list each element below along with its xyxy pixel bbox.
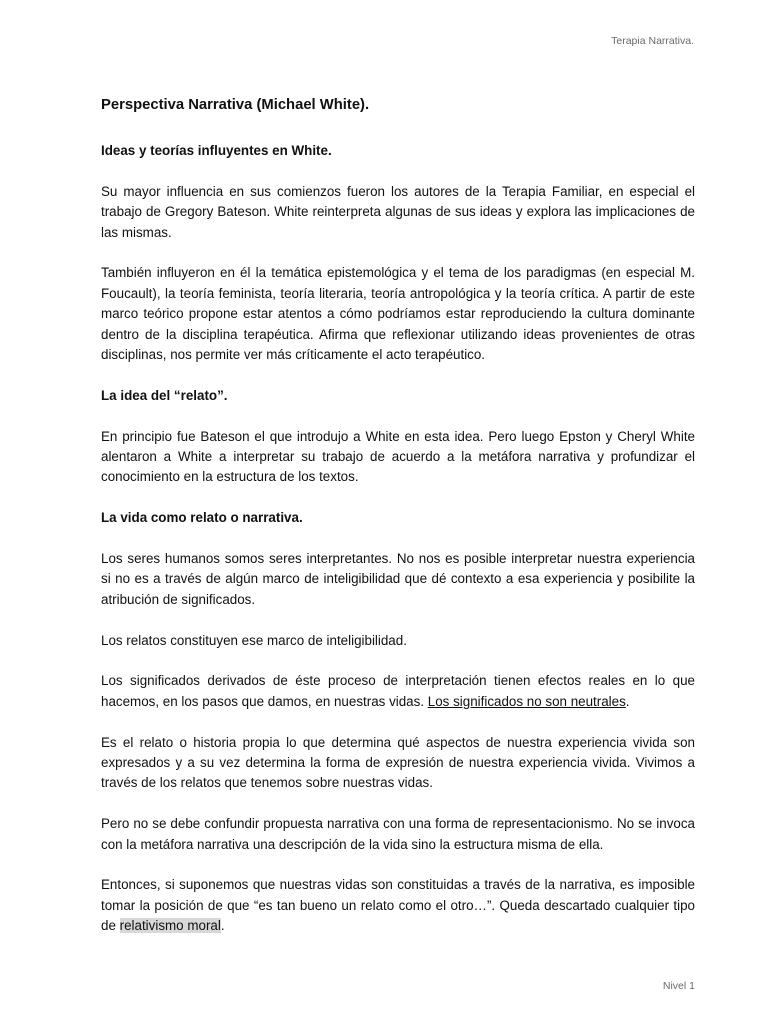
document-title: Perspectiva Narrativa (Michael White). — [101, 97, 370, 113]
paragraph-influence-bateson: Su mayor influencia en sus comienzos fueron los autores de la Terapia Familiar, en especial el trabajo de Gregory Bateson. White reinterpreta algunas de sus ideas y explora las implicaciones de las mismas. — [101, 183, 695, 240]
paragraph-historia-propia: Es el relato o historia propia lo que determina qué aspectos de nuestra experiencia vivida son expresados y a su vez determina la forma de expresión de nuestra experiencia vivida. Vivimos a través de los relatos que tenemos sobre nuestras vidas. — [101, 734, 695, 791]
document-body — [101, 95, 695, 957]
paragraph-significados — [101, 671, 695, 712]
relativismo-text: Entonces, si suponemos que nuestras vidas son constituidas a través de la narrativa, es imposible tomar la posición de que “es tan bueno un relato como el otro…”. Queda descartado cualquier tipo de — [101, 877, 695, 934]
highlighted-phrase: relativismo moral — [119, 918, 221, 934]
running-footer-level: Nivel 1 — [662, 980, 695, 992]
paragraph-interpretantes: Los seres humanos somos seres interpretantes. No nos es posible interpretar nuestra experiencia si no es a través de algún marco de inteligibilidad que dé contexto a esa experiencia y posibilite la atribución de significados. — [101, 551, 695, 607]
section-heading-relato: La idea del “relato”. — [101, 387, 228, 403]
relativismo-end: . — [220, 918, 225, 934]
paragraph-epistemology: También influyeron en él la temática epistemológica y el tema de los paradigmas (en especial M. Foucault), la teoría feminista, teoría literaria, teoría antropológica y la teoría crítica. A partir de este marco teórico propone estar atentos a cómo podríamos estar reproduciendo la cultura dominante dentro de la disciplina terapéutica. Afirma que reflexionar utilizando ideas provenientes de otras disciplinas, nos permite ver más críticamente el acto terapéutico. — [101, 265, 695, 363]
section-heading-vida-relato: La vida como relato o narrativa. — [101, 510, 303, 526]
section-heading-influences: Ideas y teorías influyentes en White. — [101, 143, 332, 158]
underlined-phrase: Los significados no son neutrales — [427, 693, 626, 709]
paragraph-marco-inteligibilidad: Los relatos constituyen ese marco de inteligibilidad. — [101, 632, 407, 648]
significados-text: Los significados derivados de éste proceso de interpretación tienen efectos reales en lo que hacemos, en los pasos que damos, en nuestras vidas. — [101, 673, 695, 709]
paragraph-representacionismo: Pero no se debe confundir propuesta narrativa con una forma de representacionismo. No se invoca con la metáfora narrativa una descripción de la vida sino la estructura misma de ella. — [101, 816, 695, 852]
running-header: Terapia Narrativa. — [611, 35, 694, 47]
paragraph-relativismo — [101, 875, 695, 936]
paragraph-relato-origin: En principio fue Bateson el que introdujo a White en esta idea. Pero luego Epston y Cheryl White alentaron a White a interpretar su trabajo de acuerdo a la metáfora narrativa y profundizar el conocimiento en la estructura de los textos. — [101, 428, 695, 485]
significados-end: . — [625, 693, 630, 709]
